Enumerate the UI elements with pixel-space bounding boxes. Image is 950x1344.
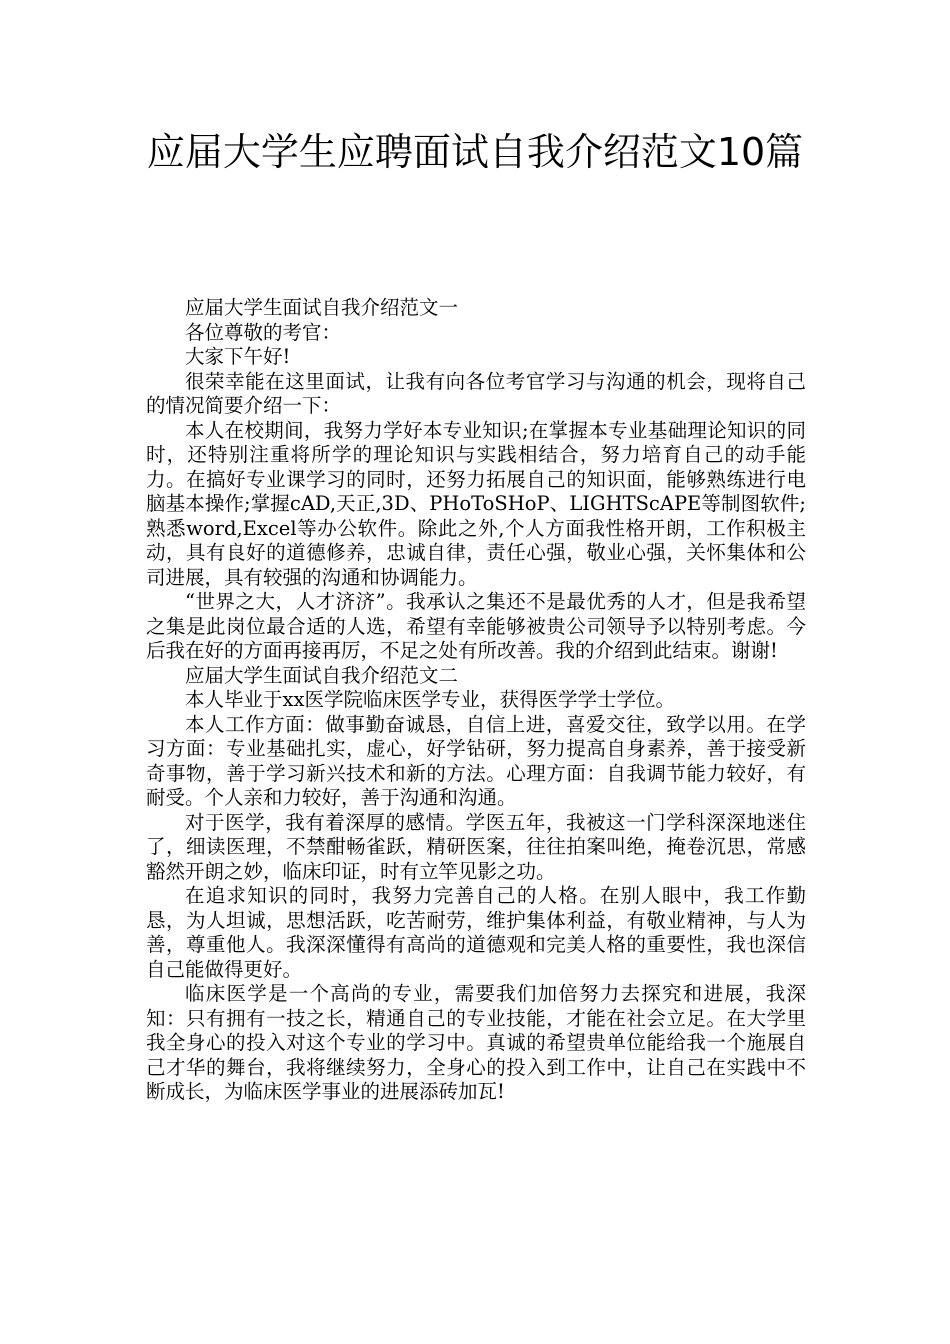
section-heading-1: 应届大学生面试自我介绍范文一 [185, 296, 459, 319]
document-body [146, 296, 806, 1105]
paragraph: 很荣幸能在这里面试，让我有向各位考官学习与沟通的机会，现将自己的情况简要介绍一下： [146, 369, 806, 417]
document-title: 应届大学生应聘面试自我介绍范文10篇 [146, 130, 804, 174]
paragraph: 本人工作方面：做事勤奋诚恳，自信上进，喜爱交往，致学以用。在学习方面：专业基础扎实，虚心，好学钻研，努力提高自身素养，善于接受新奇事物，善于学习新兴技术和新的方法。心理方面：自我调节能力较好，有耐受。个人亲和力较好，善于沟通和沟通。 [146, 712, 806, 809]
section-heading-2: 应届大学生面试自我介绍范文二 [185, 663, 459, 687]
paragraph: 本人毕业于xx医学院临床医学专业，获得医学学士学位。 [185, 688, 675, 711]
paragraph: “世界之大，人才济济”。我承认之集还不是最优秀的人才，但是我希望之集是此岗位最合适的人选，希望有幸能够被贵公司领导予以特别考虑。今后我在好的方面再接再厉，不足之处有所改善。我的介绍到此结束。谢谢! [146, 590, 806, 662]
paragraph: 临床医学是一个高尚的专业，需要我们加倍努力去探究和进展，我深知：只有拥有一技之长，精通自己的专业技能，才能在社会立足。在大学里我全身心的投入对这个专业的学习中。真诚的希望贵单位能给我一个施展自己才华的舞台，我将继续努力，全身心的投入到工作中，让自己在实践中不断成长，为临床医学事业的进展添砖加瓦! [146, 982, 806, 1103]
salutation: 各位尊敬的考官： [185, 320, 342, 344]
greeting: 大家下午好! [185, 345, 291, 368]
paragraph: 对于医学，我有着深厚的感情。学医五年，我被这一门学科深深地迷住了，细读医理，不禁酣畅雀跃，精研医案，往往拍案叫绝，掩卷沉思，常感豁然开朗之妙，临床印证，时有立竿见影之功。 [146, 810, 806, 883]
paragraph: 本人在校期间，我努力学好本专业知识;在掌握本专业基础理论知识的同时，还特别注重将所学的理论知识与实践相结合，努力培育自己的动手能力。在搞好专业课学习的同时，还努力拓展自己的知识面，能够熟练进行电脑基本操作;掌握cAD,天正,3D、PHoToSHoP、LIGHTScAPE等制图软件;熟悉word,Excel等办公软件。除此之外,个人方面我性格开朗，工作积极主动，具有良好的道德修养，忠诚自律，责任心强，敬业心强，关怀集体和公司进展，具有较强的沟通和协调能力。 [146, 418, 806, 589]
paragraph: 在追求知识的同时，我努力完善自己的人格。在别人眼中，我工作勤恳，为人坦诚，思想活跃，吃苦耐劳，维护集体利益，有敬业精神，与人为善，尊重他人。我深深懂得有高尚的道德观和完美人格的重要性，我也深信自己能做得更好。 [146, 884, 806, 981]
